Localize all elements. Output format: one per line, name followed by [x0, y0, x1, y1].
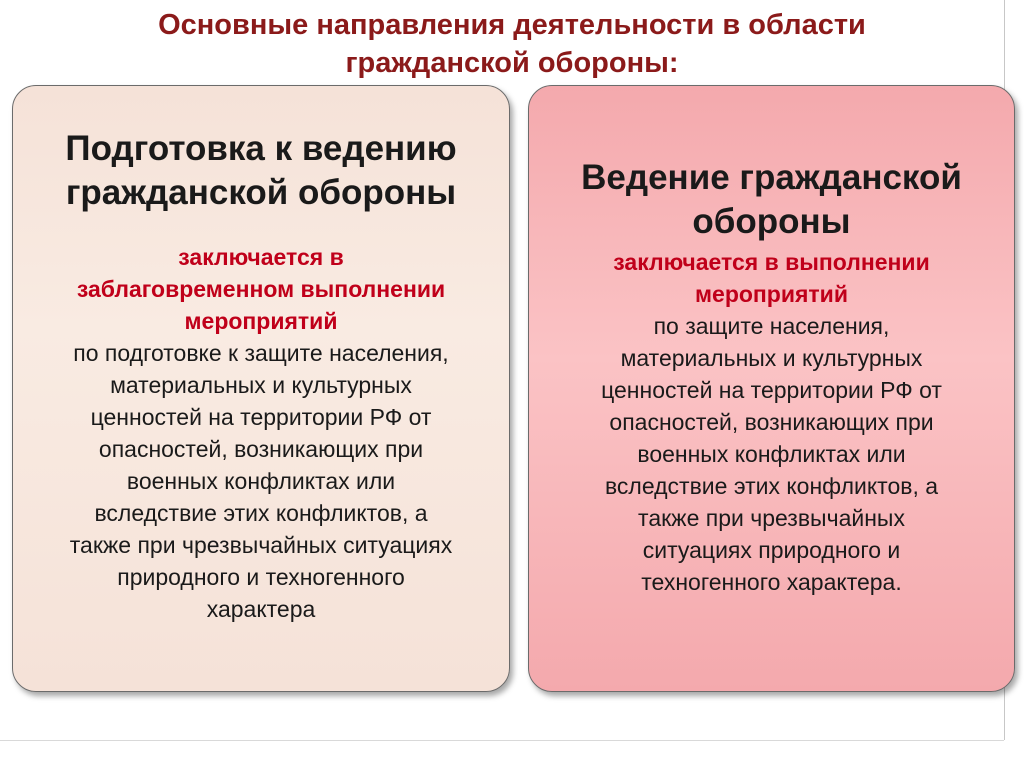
- body-line: материальных и культурных: [620, 345, 923, 371]
- body-line: военных конфликтах или: [126, 468, 396, 494]
- body-line: по подготовке к защите населения,: [73, 340, 449, 366]
- slide-bottom-line: [0, 740, 1004, 741]
- conduct-highlight: [529, 246, 1014, 310]
- body-line: материальных и культурных: [110, 372, 412, 398]
- body-line: также при чрезвычайных ситуациях: [69, 532, 453, 558]
- preparation-heading: [13, 127, 509, 215]
- highlight-line: заключается в выполнении: [613, 249, 930, 275]
- conduct-body: [529, 310, 1014, 598]
- preparation-highlight: [13, 241, 509, 337]
- body-line: также при чрезвычайных: [638, 505, 905, 531]
- body-line: ценностей на территории РФ от: [601, 377, 942, 403]
- conduct-heading: [529, 156, 1014, 244]
- body-line: техногенного характера.: [641, 569, 902, 595]
- body-line: военных конфликтах или: [637, 441, 906, 467]
- body-line: природного и техногенного: [117, 564, 405, 590]
- preparation-panel: [12, 85, 510, 692]
- heading-line: обороны: [692, 202, 851, 241]
- body-line: ценностей на территории РФ от: [90, 404, 432, 430]
- body-line: характера: [206, 596, 316, 622]
- highlight-line: заключается в: [178, 244, 344, 270]
- slide-title: [40, 6, 984, 82]
- body-line: ситуациях природного и: [642, 537, 901, 563]
- heading-line: гражданской обороны: [65, 173, 457, 212]
- highlight-line: заблаговременном выполнении: [76, 276, 446, 302]
- body-line: опасностей, возникающих при: [609, 409, 934, 435]
- body-line: опасностей, возникающих при: [98, 436, 424, 462]
- body-line: вследствие этих конфликтов, а: [94, 500, 428, 526]
- heading-line: Ведение гражданской: [581, 158, 962, 197]
- highlight-line: мероприятий: [695, 281, 848, 307]
- conduct-panel: [528, 85, 1015, 692]
- heading-line: Подготовка к ведению: [65, 129, 457, 168]
- highlight-line: мероприятий: [184, 308, 338, 334]
- body-line: вследствие этих конфликтов, а: [604, 473, 939, 499]
- slide-title-line-1: Основные направления деятельности в области: [158, 9, 866, 41]
- slide-title-line-2: гражданской обороны:: [345, 47, 679, 79]
- preparation-body: [13, 337, 509, 625]
- body-line: по защите населения,: [653, 313, 890, 339]
